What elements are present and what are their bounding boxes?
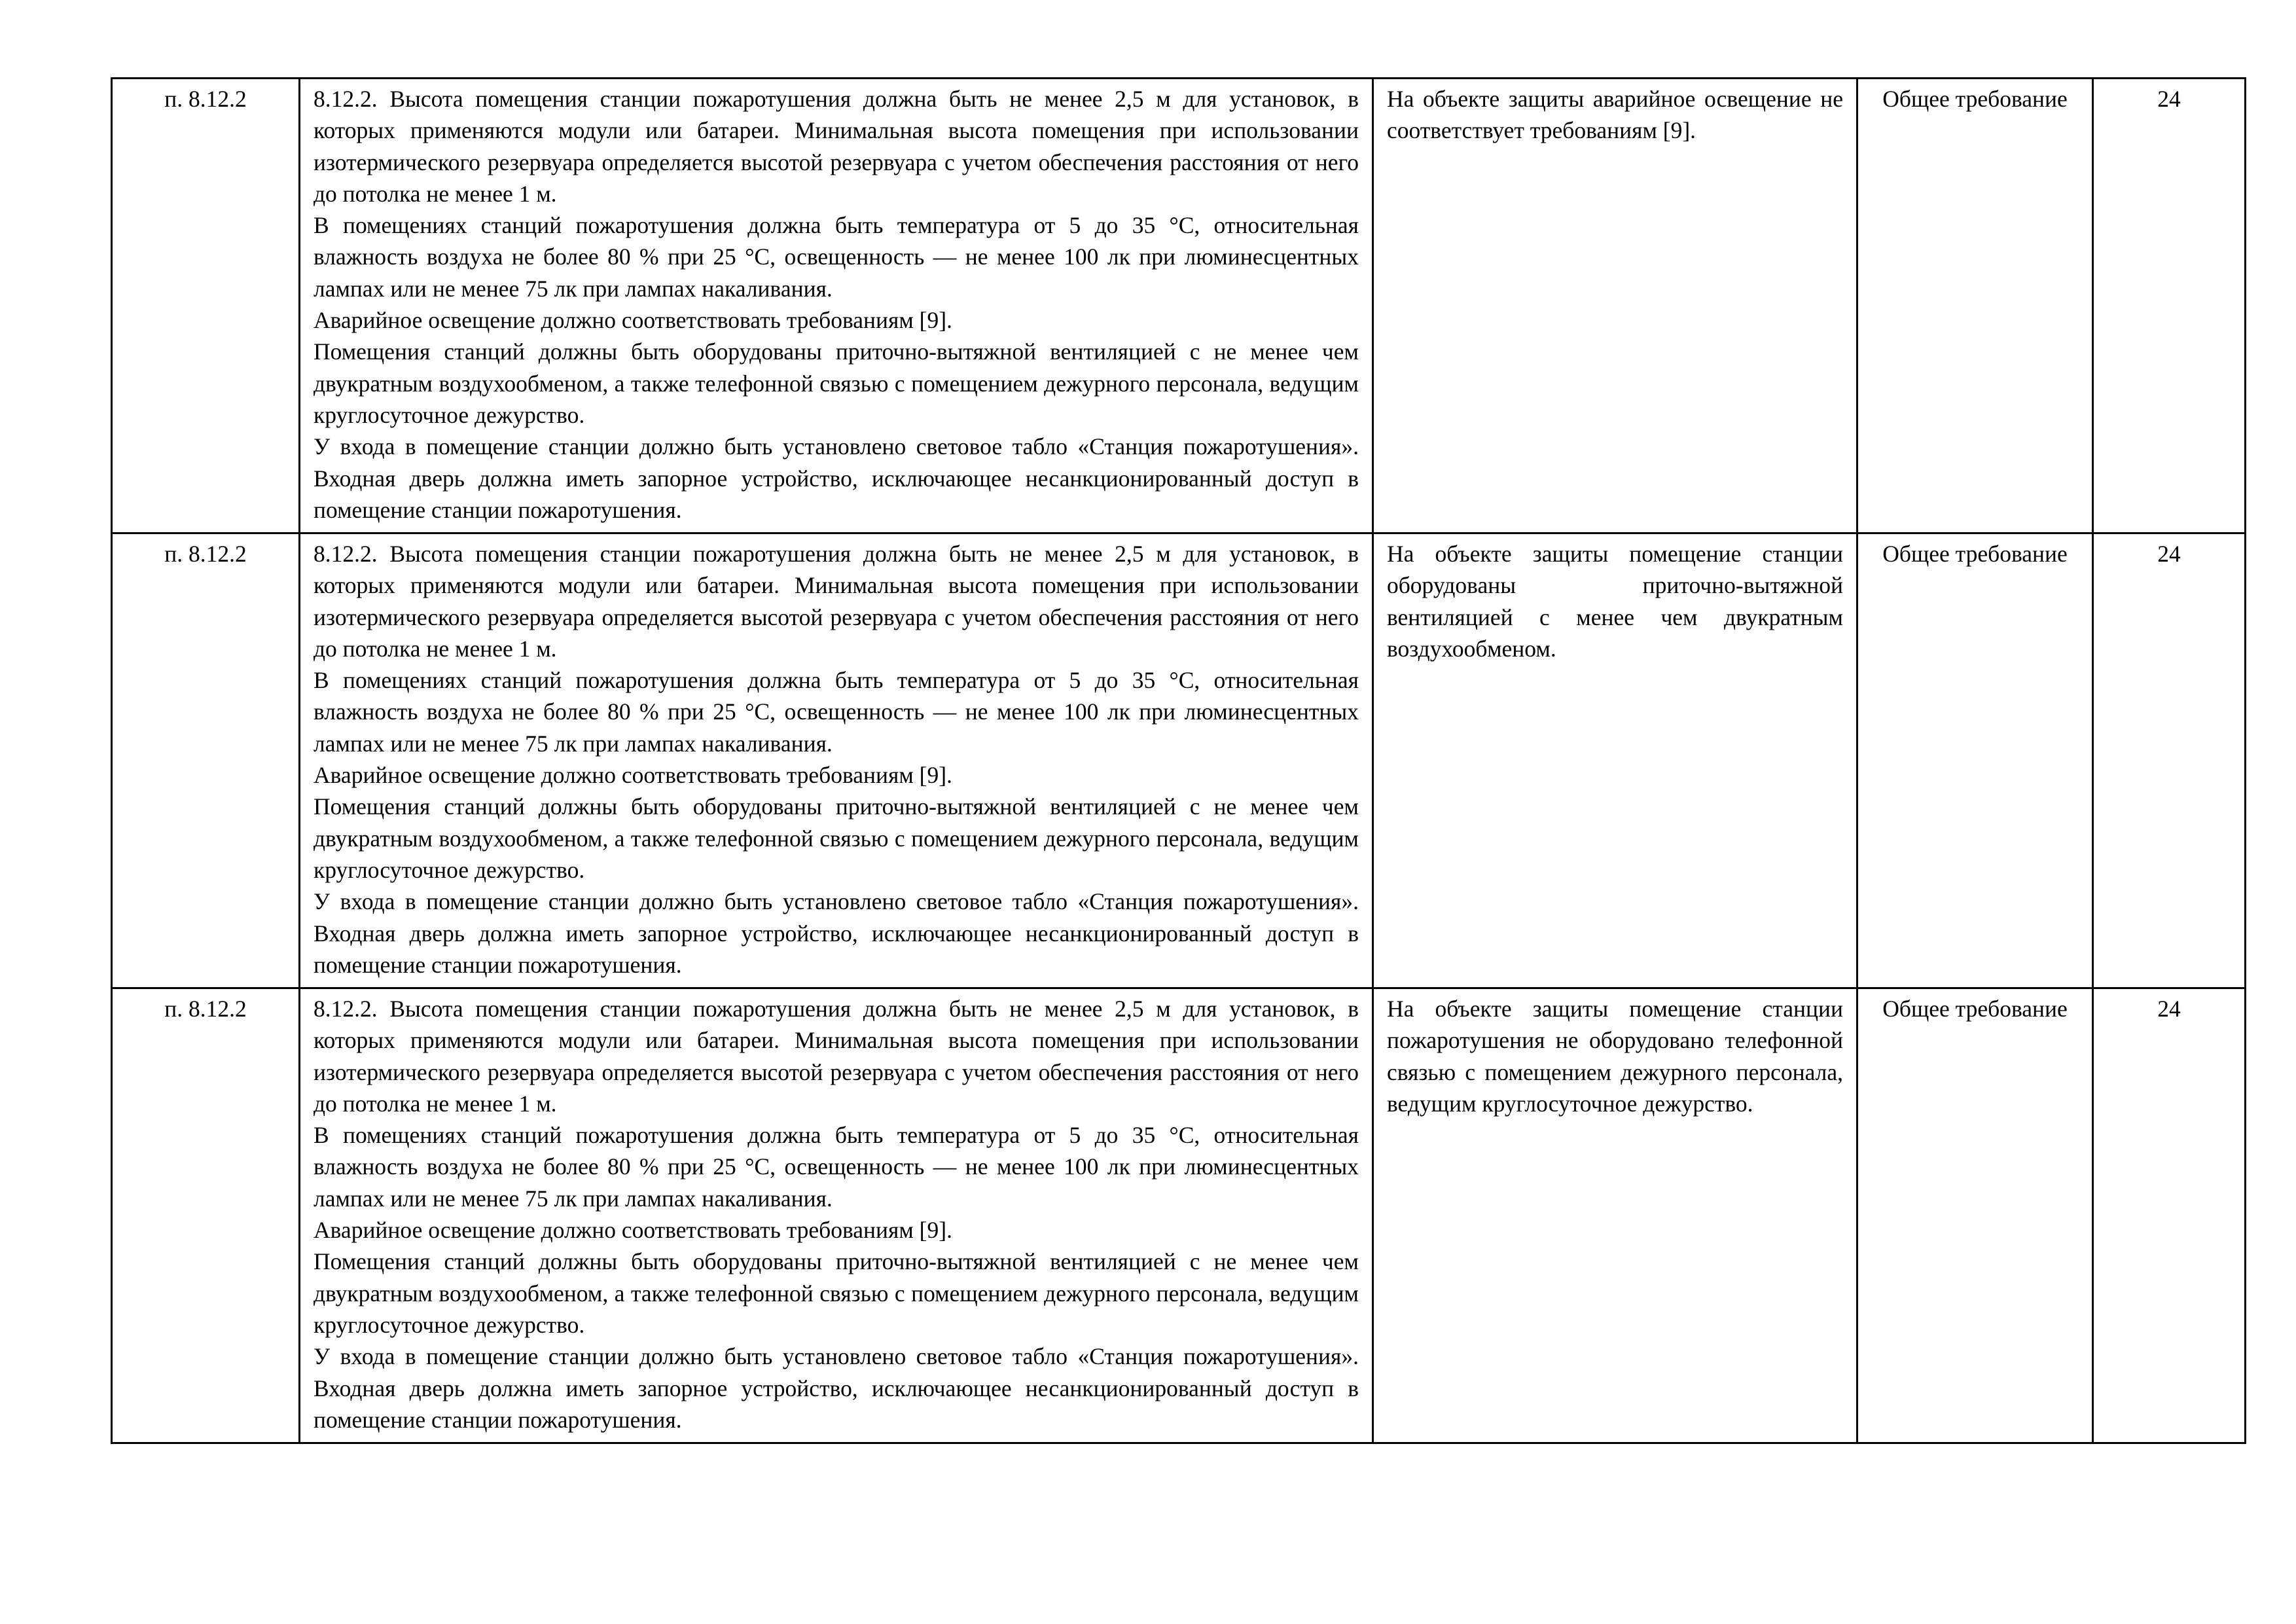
table-row <box>112 533 2246 988</box>
requirement-paragraph: Аварийное освещение должно соответствовать требованиям [9]. <box>314 307 952 334</box>
page-number-cell: 24 <box>2093 988 2246 1443</box>
violation-cell: На объекте защиты помещение станции оборудованы приточно-вытяжной вентиляцией с менее чем двукратным воздухообменом. <box>1373 533 1857 988</box>
requirement-paragraph: У входа в помещение станции должно быть установлено световое табло «Станция пожаротушения». Входная дверь должна иметь запорное устройство, исключающее несанкционированный доступ в помещение станции пожаротушения. <box>314 433 1359 523</box>
violation-cell: На объекте защиты аварийное освещение не соответствует требованиям [9]. <box>1373 79 1857 533</box>
clause-cell: п. 8.12.2 <box>112 533 300 988</box>
requirement-paragraph: В помещениях станций пожаротушения должна быть температура от 5 до 35 °С, относительная влажность воздуха не более 80 % при 25 °С, освещенность — не менее 100 лк при люминесцентных лампах или не менее 75 лк при лампах накаливания. <box>314 212 1359 302</box>
requirement-paragraph: У входа в помещение станции должно быть установлено световое табло «Станция пожаротушения». Входная дверь должна иметь запорное устройство, исключающее несанкционированный доступ в помещение станции пожаротушения. <box>314 1343 1359 1433</box>
table-row <box>112 988 2246 1443</box>
requirements-table <box>111 77 2246 1444</box>
page-number-cell: 24 <box>2093 533 2246 988</box>
requirement-paragraph: В помещениях станций пожаротушения должна быть температура от 5 до 35 °С, относительная влажность воздуха не более 80 % при 25 °С, освещенность — не менее 100 лк при люминесцентных лампах или не менее 75 лк при лампах накаливания. <box>314 1122 1359 1212</box>
violation-cell: На объекте защиты помещение станции пожаротушения не оборудовано телефонной связью с помещением дежурного персонала, ведущим круглосуточное дежурство. <box>1373 988 1857 1443</box>
requirement-kind-cell: Общее требование <box>1857 533 2093 988</box>
requirement-cell <box>300 988 1373 1443</box>
requirement-paragraph: Помещения станций должны быть оборудованы приточно-вытяжной вентиляцией с не менее чем двукратным воздухообменом, а также телефонной связью с помещением дежурного персонала, ведущим круглосуточное дежурство. <box>314 1248 1359 1338</box>
table-row <box>112 79 2246 533</box>
requirement-paragraph: Помещения станций должны быть оборудованы приточно-вытяжной вентиляцией с не менее чем двукратным воздухообменом, а также телефонной связью с помещением дежурного персонала, ведущим круглосуточное дежурство. <box>314 338 1359 428</box>
requirement-paragraph: Помещения станций должны быть оборудованы приточно-вытяжной вентиляцией с не менее чем двукратным воздухообменом, а также телефонной связью с помещением дежурного персонала, ведущим круглосуточное дежурство. <box>314 793 1359 883</box>
requirement-paragraph: 8.12.2. Высота помещения станции пожаротушения должна быть не менее 2,5 м для установок, в которых применяются модули или батареи. Минимальная высота помещения при использовании изотермического резервуара определяется высотой резервуара с учетом обеспечения расстояния от него до потолка не менее 1 м. <box>314 996 1359 1117</box>
requirement-cell <box>300 533 1373 988</box>
requirement-kind-cell: Общее требование <box>1857 79 2093 533</box>
requirement-paragraph: В помещениях станций пожаротушения должна быть температура от 5 до 35 °С, относительная влажность воздуха не более 80 % при 25 °С, освещенность — не менее 100 лк при люминесцентных лампах или не менее 75 лк при лампах накаливания. <box>314 667 1359 757</box>
requirement-kind-cell: Общее требование <box>1857 988 2093 1443</box>
requirement-paragraph: 8.12.2. Высота помещения станции пожаротушения должна быть не менее 2,5 м для установок, в которых применяются модули или батареи. Минимальная высота помещения при использовании изотермического резервуара определяется высотой резервуара с учетом обеспечения расстояния от него до потолка не менее 1 м. <box>314 86 1359 207</box>
clause-cell: п. 8.12.2 <box>112 988 300 1443</box>
requirement-paragraph: У входа в помещение станции должно быть установлено световое табло «Станция пожаротушения». Входная дверь должна иметь запорное устройство, исключающее несанкционированный доступ в помещение станции пожаротушения. <box>314 888 1359 978</box>
clause-cell: п. 8.12.2 <box>112 79 300 533</box>
requirement-cell <box>300 79 1373 533</box>
requirement-paragraph: Аварийное освещение должно соответствовать требованиям [9]. <box>314 1217 952 1244</box>
page-number-cell: 24 <box>2093 79 2246 533</box>
requirement-paragraph: 8.12.2. Высота помещения станции пожаротушения должна быть не менее 2,5 м для установок, в которых применяются модули или батареи. Минимальная высота помещения при использовании изотермического резервуара определяется высотой резервуара с учетом обеспечения расстояния от него до потолка не менее 1 м. <box>314 541 1359 662</box>
requirement-paragraph: Аварийное освещение должно соответствовать требованиям [9]. <box>314 762 952 789</box>
